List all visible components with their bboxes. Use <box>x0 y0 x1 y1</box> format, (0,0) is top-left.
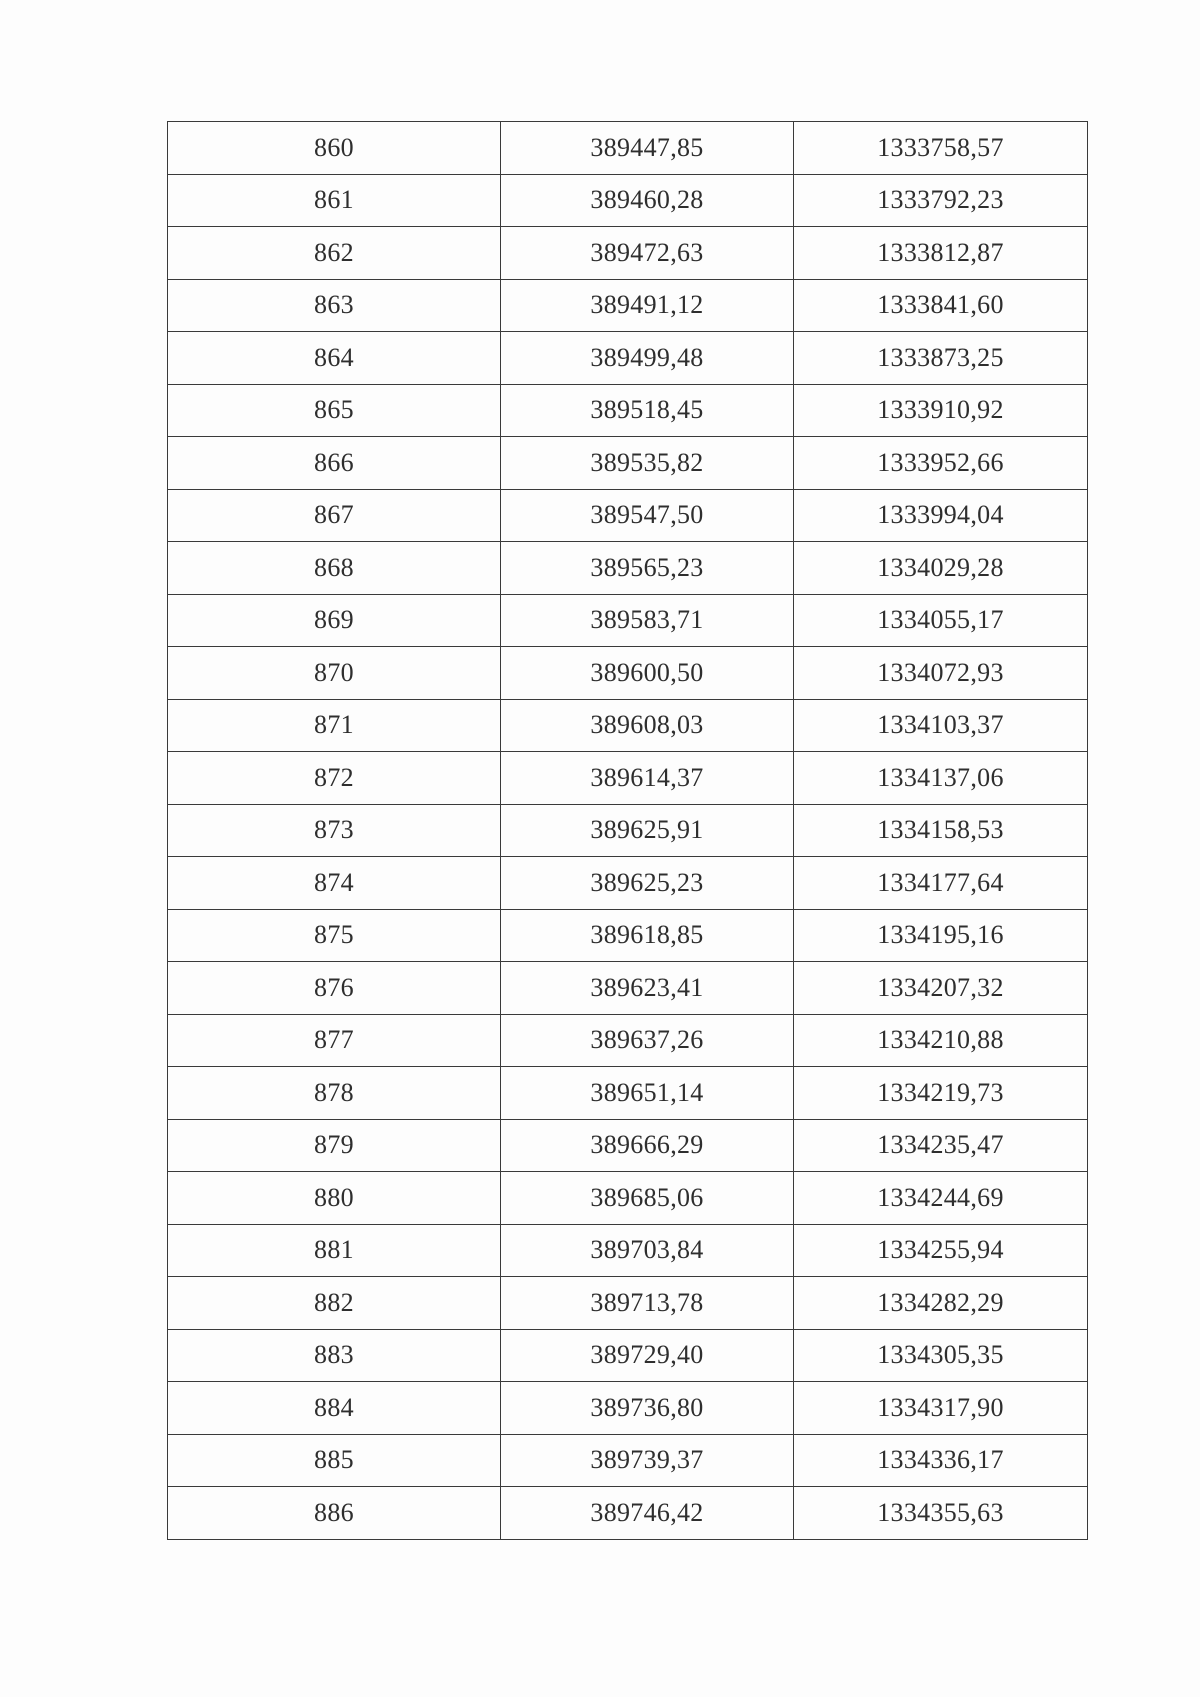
point-number-cell: 875 <box>168 909 501 962</box>
x-coordinate-cell: 389460,28 <box>501 174 794 227</box>
y-coordinate-cell: 1334219,73 <box>794 1067 1088 1120</box>
x-coordinate-cell: 389608,03 <box>501 699 794 752</box>
x-coordinate-cell: 389623,41 <box>501 962 794 1015</box>
x-coordinate-cell: 389637,26 <box>501 1014 794 1067</box>
point-number-cell: 885 <box>168 1434 501 1487</box>
y-coordinate-cell: 1333792,23 <box>794 174 1088 227</box>
table-row <box>168 1434 1088 1487</box>
point-number-cell: 876 <box>168 962 501 1015</box>
x-coordinate-cell: 389547,50 <box>501 489 794 542</box>
table-row <box>168 962 1088 1015</box>
point-number-cell: 866 <box>168 437 501 490</box>
x-coordinate-cell: 389565,23 <box>501 542 794 595</box>
point-number-cell: 869 <box>168 594 501 647</box>
x-coordinate-cell: 389713,78 <box>501 1277 794 1330</box>
table-row <box>168 752 1088 805</box>
y-coordinate-cell: 1334055,17 <box>794 594 1088 647</box>
point-number-cell: 879 <box>168 1119 501 1172</box>
x-coordinate-cell: 389703,84 <box>501 1224 794 1277</box>
x-coordinate-cell: 389685,06 <box>501 1172 794 1225</box>
coordinates-table <box>167 121 1088 1540</box>
table-row <box>168 909 1088 962</box>
point-number-cell: 867 <box>168 489 501 542</box>
x-coordinate-cell: 389736,80 <box>501 1382 794 1435</box>
y-coordinate-cell: 1333758,57 <box>794 122 1088 175</box>
point-number-cell: 882 <box>168 1277 501 1330</box>
table-row <box>168 1172 1088 1225</box>
y-coordinate-cell: 1334029,28 <box>794 542 1088 595</box>
x-coordinate-cell: 389614,37 <box>501 752 794 805</box>
point-number-cell: 861 <box>168 174 501 227</box>
coordinates-table-body <box>168 122 1088 1540</box>
x-coordinate-cell: 389618,85 <box>501 909 794 962</box>
y-coordinate-cell: 1334244,69 <box>794 1172 1088 1225</box>
x-coordinate-cell: 389583,71 <box>501 594 794 647</box>
x-coordinate-cell: 389499,48 <box>501 332 794 385</box>
point-number-cell: 878 <box>168 1067 501 1120</box>
y-coordinate-cell: 1334336,17 <box>794 1434 1088 1487</box>
y-coordinate-cell: 1334282,29 <box>794 1277 1088 1330</box>
x-coordinate-cell: 389625,23 <box>501 857 794 910</box>
point-number-cell: 883 <box>168 1329 501 1382</box>
y-coordinate-cell: 1334137,06 <box>794 752 1088 805</box>
y-coordinate-cell: 1334235,47 <box>794 1119 1088 1172</box>
point-number-cell: 874 <box>168 857 501 910</box>
table-row <box>168 1382 1088 1435</box>
x-coordinate-cell: 389625,91 <box>501 804 794 857</box>
point-number-cell: 881 <box>168 1224 501 1277</box>
table-row <box>168 804 1088 857</box>
point-number-cell: 880 <box>168 1172 501 1225</box>
y-coordinate-cell: 1334158,53 <box>794 804 1088 857</box>
point-number-cell: 862 <box>168 227 501 280</box>
point-number-cell: 871 <box>168 699 501 752</box>
point-number-cell: 868 <box>168 542 501 595</box>
x-coordinate-cell: 389535,82 <box>501 437 794 490</box>
table-row <box>168 1224 1088 1277</box>
x-coordinate-cell: 389651,14 <box>501 1067 794 1120</box>
x-coordinate-cell: 389600,50 <box>501 647 794 700</box>
y-coordinate-cell: 1334103,37 <box>794 699 1088 752</box>
table-row <box>168 1067 1088 1120</box>
x-coordinate-cell: 389666,29 <box>501 1119 794 1172</box>
y-coordinate-cell: 1333841,60 <box>794 279 1088 332</box>
y-coordinate-cell: 1334177,64 <box>794 857 1088 910</box>
table-row <box>168 122 1088 175</box>
y-coordinate-cell: 1334207,32 <box>794 962 1088 1015</box>
table-row <box>168 332 1088 385</box>
y-coordinate-cell: 1334255,94 <box>794 1224 1088 1277</box>
table-row <box>168 1329 1088 1382</box>
table-row <box>168 227 1088 280</box>
x-coordinate-cell: 389518,45 <box>501 384 794 437</box>
point-number-cell: 886 <box>168 1487 501 1540</box>
y-coordinate-cell: 1333952,66 <box>794 437 1088 490</box>
point-number-cell: 864 <box>168 332 501 385</box>
table-row <box>168 279 1088 332</box>
y-coordinate-cell: 1333910,92 <box>794 384 1088 437</box>
point-number-cell: 860 <box>168 122 501 175</box>
table-row <box>168 1119 1088 1172</box>
y-coordinate-cell: 1334317,90 <box>794 1382 1088 1435</box>
y-coordinate-cell: 1333812,87 <box>794 227 1088 280</box>
y-coordinate-cell: 1334305,35 <box>794 1329 1088 1382</box>
table-row <box>168 1487 1088 1540</box>
table-row <box>168 594 1088 647</box>
table-row <box>168 857 1088 910</box>
point-number-cell: 877 <box>168 1014 501 1067</box>
x-coordinate-cell: 389729,40 <box>501 1329 794 1382</box>
table-row <box>168 437 1088 490</box>
point-number-cell: 870 <box>168 647 501 700</box>
point-number-cell: 884 <box>168 1382 501 1435</box>
x-coordinate-cell: 389447,85 <box>501 122 794 175</box>
table-row <box>168 174 1088 227</box>
point-number-cell: 863 <box>168 279 501 332</box>
point-number-cell: 873 <box>168 804 501 857</box>
table-row <box>168 1014 1088 1067</box>
y-coordinate-cell: 1333873,25 <box>794 332 1088 385</box>
y-coordinate-cell: 1334210,88 <box>794 1014 1088 1067</box>
x-coordinate-cell: 389491,12 <box>501 279 794 332</box>
table-row <box>168 699 1088 752</box>
x-coordinate-cell: 389472,63 <box>501 227 794 280</box>
point-number-cell: 865 <box>168 384 501 437</box>
x-coordinate-cell: 389739,37 <box>501 1434 794 1487</box>
table-row <box>168 489 1088 542</box>
x-coordinate-cell: 389746,42 <box>501 1487 794 1540</box>
table-row <box>168 647 1088 700</box>
point-number-cell: 872 <box>168 752 501 805</box>
table-row <box>168 542 1088 595</box>
y-coordinate-cell: 1334072,93 <box>794 647 1088 700</box>
table-row <box>168 384 1088 437</box>
y-coordinate-cell: 1334195,16 <box>794 909 1088 962</box>
table-row <box>168 1277 1088 1330</box>
y-coordinate-cell: 1334355,63 <box>794 1487 1088 1540</box>
y-coordinate-cell: 1333994,04 <box>794 489 1088 542</box>
